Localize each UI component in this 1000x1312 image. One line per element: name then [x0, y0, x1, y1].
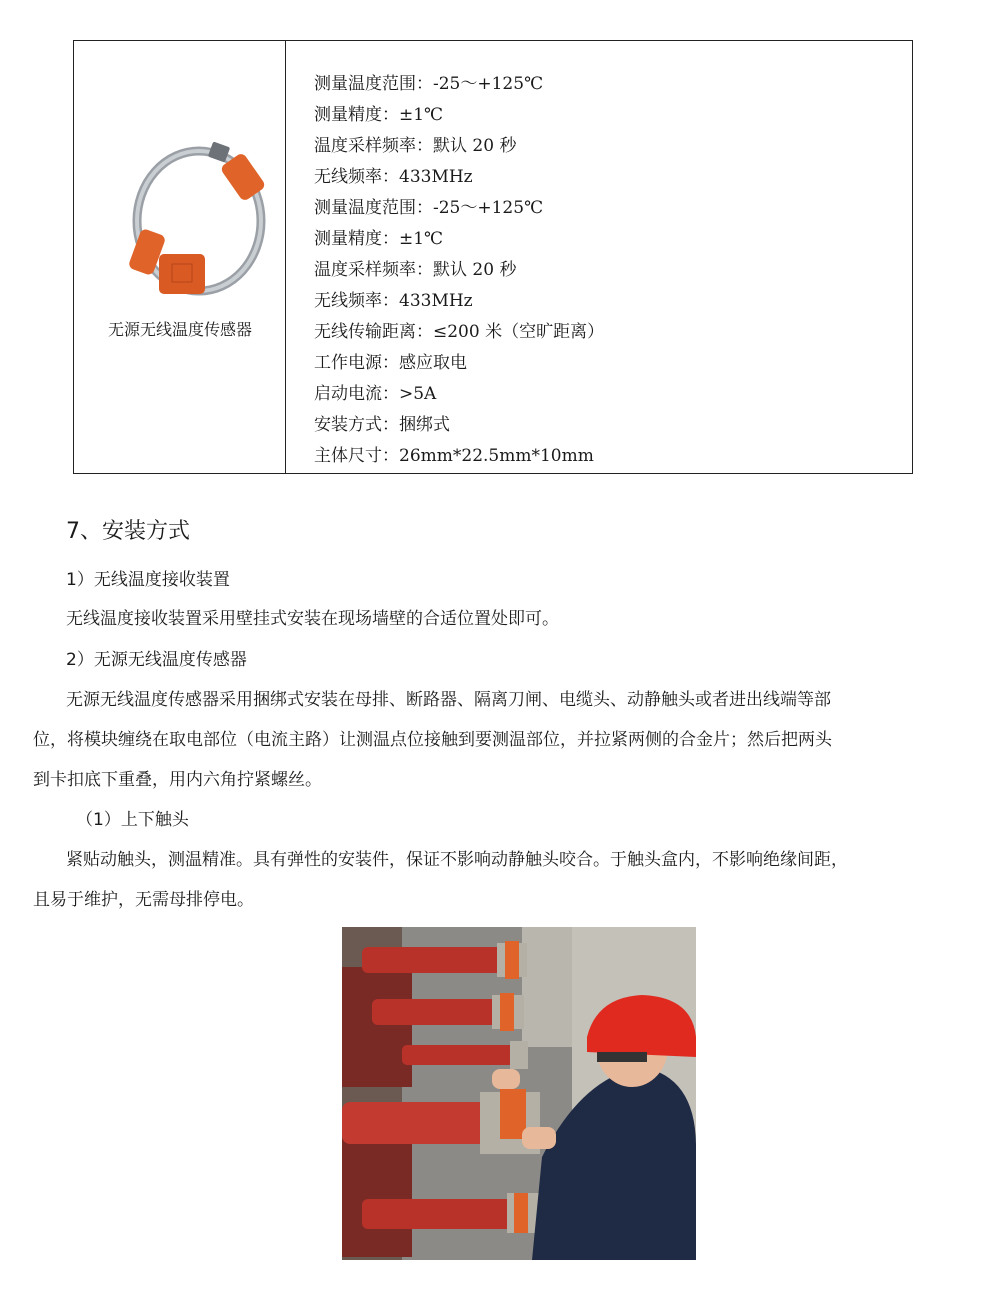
sub1-text-line: 紧贴动触头，测温精准。具有弹性的安装件，保证不影响动静触头咬合。于触头盒内，不影响绝缘间距，	[66, 850, 848, 870]
spec-list	[286, 41, 912, 473]
item2-text-line: 位，将模块缠绕在取电部位（电流主路）让测温点位接触到要测温部位，并拉紧两侧的合金片；然后把两头	[33, 730, 832, 750]
item2-text-line: 无源无线温度传感器采用捆绑式安装在母排、断路器、隔离刀闸、电缆头、动静触头或者进出线端等部	[66, 690, 831, 710]
spec-image-cell	[74, 41, 286, 473]
spec-line: 无线频率：433MHz	[314, 167, 473, 187]
sensor-ring-image	[114, 136, 284, 326]
spec-line: 温度采样频率：默认 20 秒	[314, 260, 517, 280]
spec-line: 主体尺寸：26mm*22.5mm*10mm	[314, 446, 594, 466]
spec-line: 测量精度：±1℃	[314, 229, 444, 249]
sub1-heading: （1）上下触头	[76, 810, 189, 830]
item2-heading: 2）无源无线温度传感器	[66, 650, 247, 670]
spec-line: 测量精度：±1℃	[314, 105, 444, 125]
spec-line: 工作电源：感应取电	[314, 353, 467, 373]
spec-line: 安装方式：捆绑式	[314, 415, 450, 435]
spec-line: 无线传输距离：≤200 米（空旷距离）	[314, 322, 605, 342]
item1-heading: 1）无线温度接收装置	[66, 570, 230, 590]
spec-line: 测量温度范围：-25～+125℃	[314, 198, 544, 218]
spec-line: 启动电流：>5A	[314, 384, 437, 404]
item1-text: 无线温度接收装置采用壁挂式安装在现场墙壁的合适位置处即可。	[66, 609, 559, 629]
section-title: 7、安装方式	[66, 519, 190, 544]
spec-line: 测量温度范围：-25～+125℃	[314, 74, 544, 94]
sensor-caption: 无源无线温度传感器	[107, 320, 252, 339]
installation-photo	[342, 927, 696, 1260]
sub1-text-line: 且易于维护，无需母排停电。	[33, 890, 254, 910]
spec-line: 无线频率：433MHz	[314, 291, 473, 311]
spec-line: 温度采样频率：默认 20 秒	[314, 136, 517, 156]
spec-table	[73, 40, 913, 474]
item2-text-line: 到卡扣底下重叠，用内六角拧紧螺丝。	[33, 770, 322, 790]
